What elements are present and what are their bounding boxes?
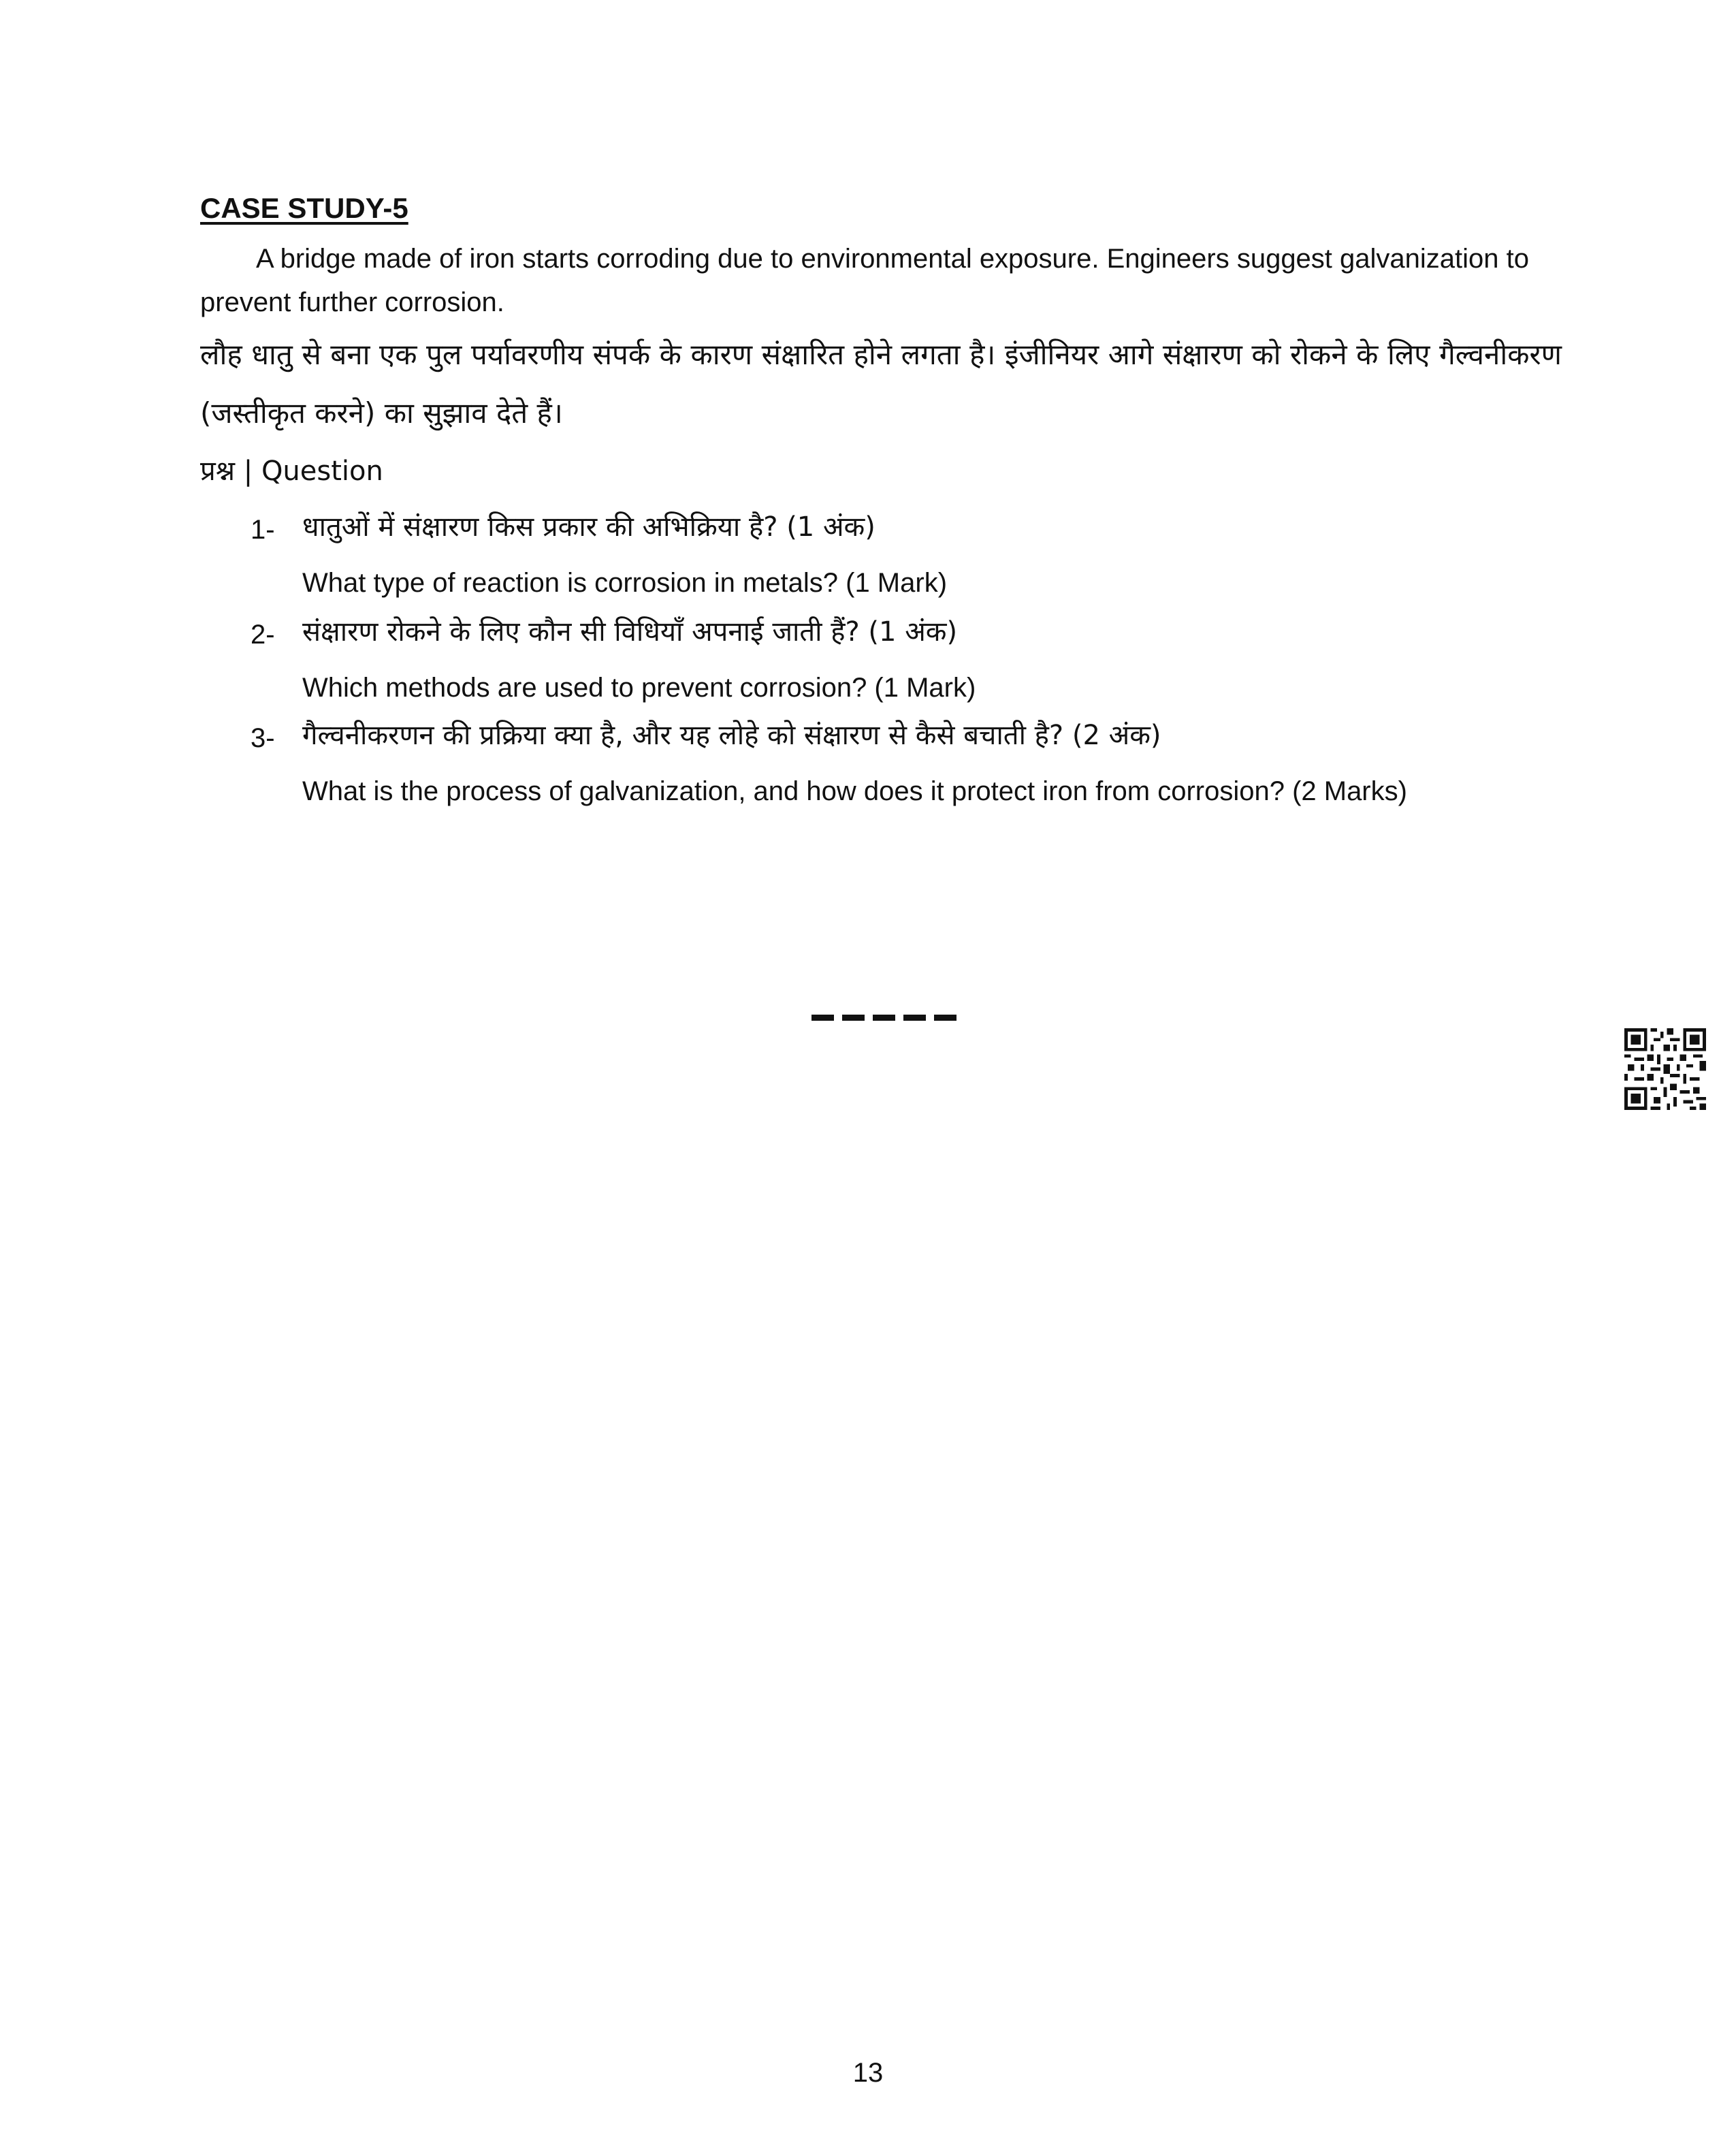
qr-code-icon (1624, 1028, 1706, 1110)
page-number: 13 (852, 2058, 884, 2088)
end-separator (811, 1015, 957, 1021)
question-hindi: गैल्वनीकरणन की प्रक्रिया क्या है, और यह लोहे को संक्षारण से कैसे बचाती है? (2 अंक) (302, 720, 1161, 751)
separator-dash (903, 1015, 926, 1021)
separator-dash (842, 1015, 865, 1021)
question-hindi: संक्षारण रोकने के लिए कौन सी विधियाँ अपनाई जाती हैं? (1 अंक) (302, 616, 958, 648)
case-study-title: CASE STUDY-5 (200, 192, 408, 224)
question-number: 3- (251, 723, 275, 753)
separator-dash (811, 1015, 834, 1021)
question-label: प्रश्न | Question (200, 456, 383, 487)
english-paragraph: A bridge made of iron starts corroding due to environmental exposure. Engineers suggest galvanization to prevent further corrosion. (200, 244, 1529, 317)
question-number: 2- (251, 620, 275, 650)
question-english: Which methods are used to prevent corrosion? (1 Mark) (302, 673, 976, 703)
question-english: What is the process of galvanization, and how does it protect iron from corrosion? (2 Marks) (302, 776, 1407, 806)
question-english: What type of reaction is corrosion in metals? (1 Mark) (302, 568, 948, 598)
separator-dash (934, 1015, 957, 1021)
hindi-paragraph: लौह धातु से बना एक पुल पर्यावरणीय संपर्क के कारण संक्षारित होने लगता है। इंजीनियर आगे संक्षारण को रोकने के लिए गैल्वनीकरण (जस्तीकृत करने) का सुझाव देते हैं। (200, 338, 1562, 430)
question-number: 1- (251, 515, 275, 545)
separator-dash (873, 1015, 895, 1021)
question-hindi: धातुओं में संक्षारण किस प्रकार की अभिक्रिया है? (1 अंक) (302, 511, 875, 543)
